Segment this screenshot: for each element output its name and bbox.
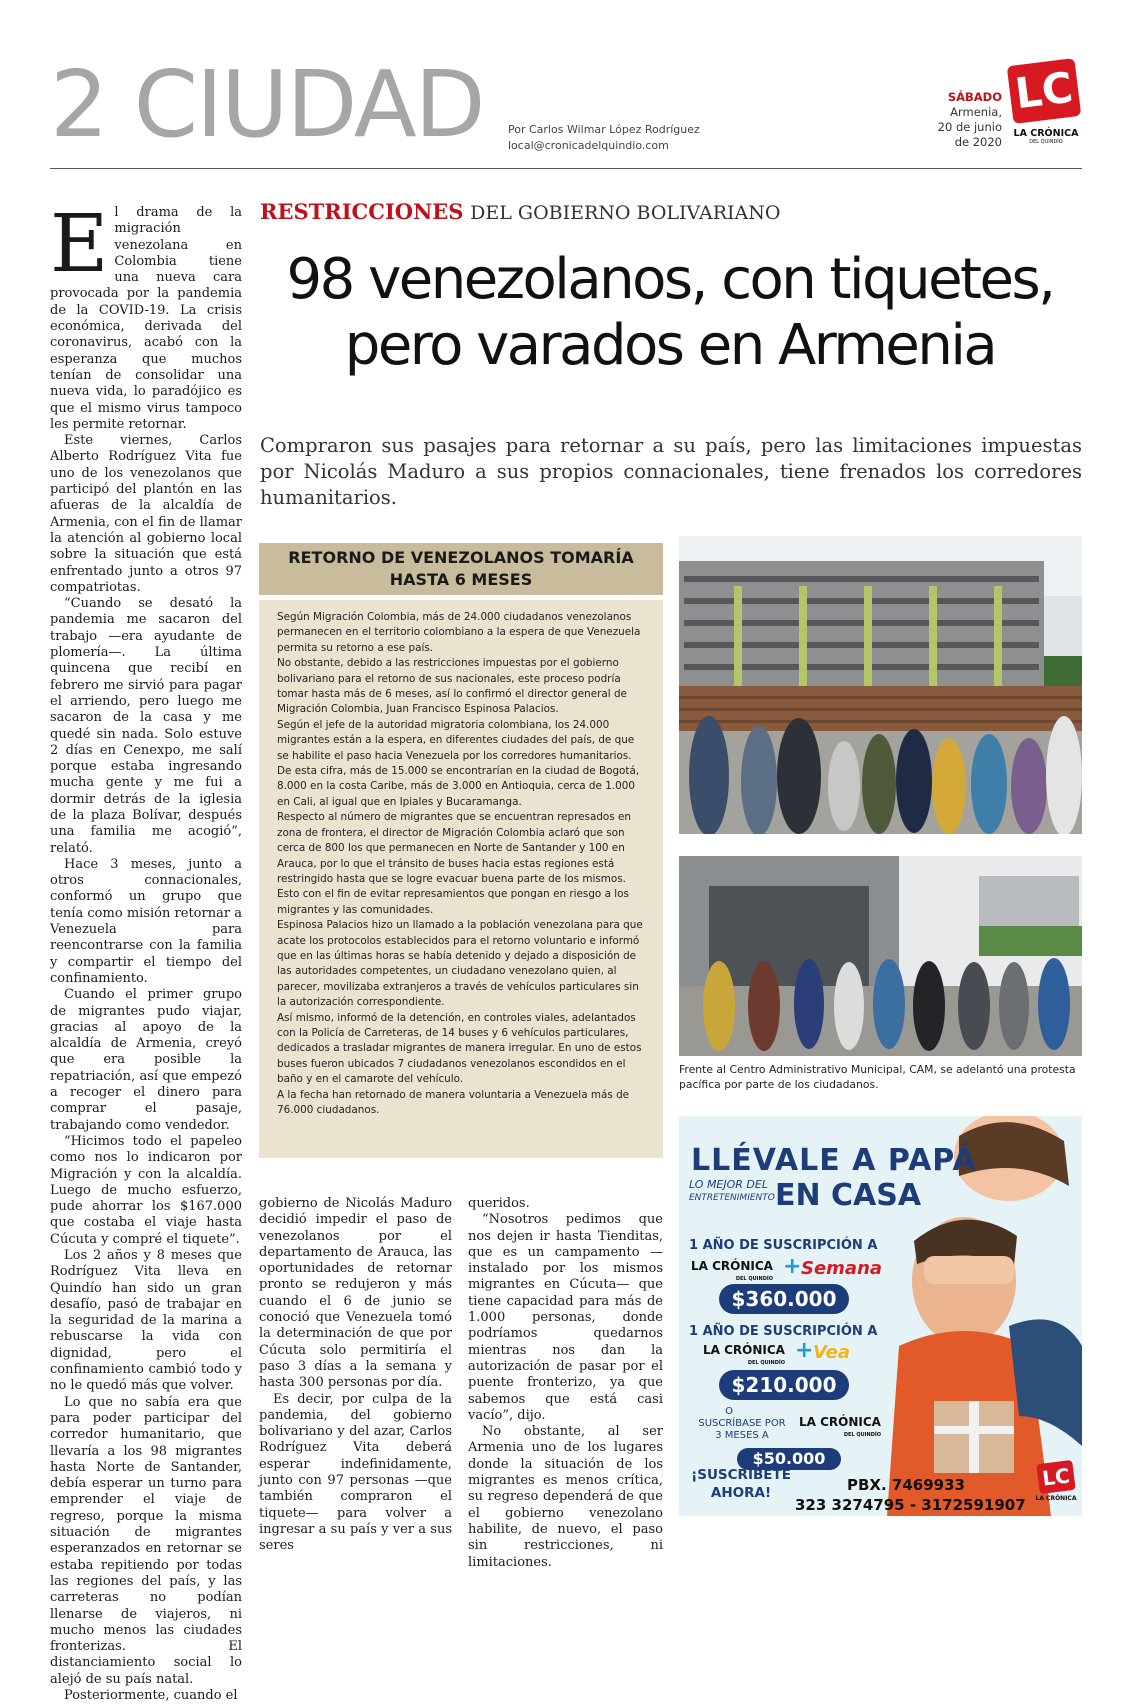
sidebar-title-line1: RETORNO DE VENEZOLANOS TOMARÍA <box>288 548 634 567</box>
ad-brand-2-sub: DEL QUINDÍO <box>747 1360 785 1366</box>
article-deck: Compraron sus pasajes para retornar a su país, pero las limitaciones impuestas por Nicolás Maduro a sus propios connacionales, tiene frenados los corredores humanitarios. <box>260 434 1082 509</box>
ad-brand-2-name: LA CRÓNICA <box>703 1343 785 1357</box>
ad-big-line: EN CASA <box>775 1178 922 1213</box>
ad-small-line-a: LO MEJOR DEL <box>689 1178 768 1191</box>
paragraph: “Nosotros pedimos que nos dejen ir hasta Tienditas, que es un campamento —instalado por los mismos migrantes en Cúcuta— que tiene capacidad para más de 1.000 personas, donde podríamos quedarnos mientras nos dan la autorización de pasar por el puente fronterizo, ya que sabemos que está casi vacío”, dijo. <box>468 1212 663 1423</box>
edition-day: SÁBADO <box>947 90 1002 104</box>
byline <box>508 122 700 154</box>
ad-offer-3-line-a: SUSCRÍBASE POR <box>698 1418 786 1429</box>
ad-subscribe-cta[interactable] <box>691 1466 791 1502</box>
ad-cta-line-a: ¡SUSCRÍBETE <box>691 1467 791 1483</box>
ad-offer-1: 1 AÑO DE SUSCRIPCIÓN A <box>689 1238 878 1253</box>
sidebar-header <box>259 543 663 595</box>
ad-phones[interactable]: 323 3274795 - 3172591907 <box>795 1496 1026 1514</box>
logo-sub: DEL QUINDÍO <box>1029 139 1063 145</box>
edition-city: Armenia, <box>950 105 1002 119</box>
paragraph: Lo que no sabía era que para poder participar del corredor humanitario, que llevaría a los 98 migrantes hasta Norte de Santander, debía esperar un turno para emprender el viaje de regreso, porque la misma situación de migrantes esperanzados en retornar se estaba repitiendo por todas las regiones del país, y las carreteras no podían llenarse de viajeros, ni mucho menos las ciudades fronterizas. El distanciamiento social lo alejó de su país natal. <box>50 1394 242 1687</box>
photo-protest-crowd[interactable] <box>679 856 1082 1056</box>
paragraph: “Cuando se desató la pandemia me sacaron del trabajo —era ayudante de plomería—. La última quincena que recibí en febrero me sirvió para pagar el arriendo, pero luego me sacaron de la casa y me quedé sin nada. Solo estuve 2 días en Cenexpo, me salí porque estaba ingresando mucha gente y me fui a dormir detrás de la iglesia de la plaza Bolívar, después una familia me acogió”, relató. <box>50 596 242 856</box>
ad-logo-name: LA CRÓNICA <box>1035 1495 1077 1502</box>
ad-price-2[interactable]: $210.000 <box>719 1370 849 1400</box>
ad-price-1[interactable]: $360.000 <box>719 1284 849 1314</box>
article-kicker <box>260 197 780 228</box>
sidebar-paragraph: A la fecha han retornado de manera voluntaria a Venezuela más de 76.000 ciudadanos. <box>277 1088 630 1116</box>
kicker-highlight: RESTRICCIONES <box>260 199 464 224</box>
edition-date-line2: de 2020 <box>954 135 1002 149</box>
ad-price-3[interactable]: $50.000 <box>737 1448 841 1470</box>
article-column-3 <box>468 1196 663 1571</box>
article-column-1 <box>50 197 242 1704</box>
sidebar-box <box>259 600 663 1158</box>
ad-small-line-b: ENTRETENIMIENTO <box>689 1193 775 1203</box>
logo-letters: LC <box>1012 62 1076 119</box>
article-headline: 98 venezolanos, con tiquetes, pero varados en Armenia <box>286 247 1054 378</box>
paragraph: Este viernes, Carlos Alberto Rodríguez Vita fue uno de los venezolanos que participó del plantón en las afueras de la alcaldía de Armenia, con el fin de llamar la atención al gobierno local sobre la situación que está enfrentado junto a otros 97 compatriotas. <box>50 433 242 595</box>
sidebar-paragraph: No obstante, debido a las restricciones impuestas por el gobierno bolivariano para el retorno de sus nacionales, este proceso podría tomar hasta más de 6 meses, así lo confirmó el director general de Migración Colombia, Juan Francisco Espinosa Palacios. <box>277 657 627 716</box>
paragraph: Es decir, por culpa de la pandemia, del gobierno bolivariano y del azar, Carlos Rodríguez Vita deberá esperar indefinidamente, junto con 97 personas —que también compraron el tiquete— para volver a ingresar a su país y ver a sus seres <box>259 1391 452 1554</box>
sidebar-paragraph: Según el jefe de la autoridad migratoria colombiana, los 24.000 migrantes están a la espera, en diferentes ciudades del país, de que se habilite el paso hacia Venezuela por los corredores humanitarios. <box>277 718 635 762</box>
paragraph: Posteriormente, cuando el <box>64 1688 238 1704</box>
photo-cam-building[interactable] <box>679 536 1082 834</box>
article-column-2 <box>259 1196 452 1555</box>
ad-plus-2: + <box>795 1338 814 1363</box>
byline-author: Por Carlos Wilmar López Rodríguez <box>508 123 700 136</box>
edition-date <box>930 90 1002 150</box>
photo-caption: Frente al Centro Administrativo Municipal, CAM, se adelantó una protesta pacífica por parte de los ciudadanos. <box>679 1063 1076 1091</box>
paragraph: queridos. <box>468 1196 530 1211</box>
ad-plus-1: + <box>783 1254 802 1279</box>
ad-logo-letters: LC <box>1040 1463 1072 1491</box>
ad-offer-3-line-b: 3 MESES A <box>715 1430 769 1441</box>
paragraph: Los 2 años y 8 meses que Rodríguez Vita lleva en Quindío han sido un gran desafío, pasó de trabajar en la seguridad de la marina a rebuscarse la vida con dignidad, pero el confinamiento cambió todo y no le quedó más que volver. <box>50 1248 242 1394</box>
ad-title: LLÉVALE A PAPÁ <box>691 1143 977 1178</box>
ad-logo <box>1035 1462 1077 1508</box>
photo-cam-building-image <box>679 536 1082 834</box>
sidebar-paragraph: Respecto al número de migrantes que se encuentran represados en zona de frontera, el director de Migración Colombia aclaró que son cerca de 800 los que permanecen en Norte de Santander y 100 en Arauca, por lo que el tránsito de buses hacia estas regiones está restringido hasta que se logre evacuar buena parte de los mismos. Esto con el fin de evitar represamientos que pongan en riesgo a los migrantes y las comunidades. <box>277 811 631 916</box>
paragraph: “Hicimos todo el papeleo como nos lo indicaron por Migración y con la alcaldía. Luego de mucho esfuerzo, pude ahorrar los $167.000 que costaba el viaje hasta Cúcuta y compré el tiquete”. <box>50 1133 242 1247</box>
sidebar-paragraph: Según Migración Colombia, más de 24.000 ciudadanos venezolanos permanecen en el territorio colombiano a la espera de que Venezuela permita su retorno a ese país. <box>277 611 641 654</box>
subscription-ad[interactable] <box>679 1116 1082 1516</box>
ad-brand-3-sub: DEL QUINDÍO <box>843 1432 881 1438</box>
kicker-rest: DEL GOBIERNO BOLIVARIANO <box>470 202 781 224</box>
sidebar-paragraph: De esta cifra, más de 15.000 se encontrarían en la ciudad de Bogotá, 8.000 en la costa Caribe, más de 3.000 en Antioquia, cerca de 1.000 en Cali, al igual que en Ipiales y Bucaramanga. <box>277 765 640 808</box>
ad-brand-3-name: LA CRÓNICA <box>799 1415 881 1429</box>
ad-or: O <box>725 1406 733 1417</box>
ad-pbx[interactable]: PBX. 7469933 <box>847 1476 965 1494</box>
photo-protest-crowd-image <box>679 856 1082 1056</box>
newspaper-logo[interactable] <box>1008 62 1084 152</box>
ad-brand-1-sub: DEL QUINDÍO <box>735 1276 773 1282</box>
drop-cap: E <box>50 197 109 290</box>
ad-offer-3 <box>687 1418 797 1442</box>
edition-date-line1: 20 de junio <box>937 120 1002 134</box>
paragraph: gobierno de Nicolás Maduro decidió impedir el paso de venezolanos por el departamento de Arauca, las oportunidades de retornar pronto se redujeron y más cuando el 6 de junio se conoció que Venezuela tomó la determinación de que por Cúcuta solo permitiría el paso 3 días a la semana y hasta 300 personas por día. <box>259 1196 452 1391</box>
section-title: 2 CIUDAD <box>50 51 484 158</box>
ad-partner-semana: Semana <box>801 1258 883 1279</box>
paragraph: Hace 3 meses, junto a otros connacionales, conformó un grupo que tenía como misión retornar a Venezuela para reencontrarse con la familia y compartir el tiempo del confinamiento. <box>50 856 242 986</box>
logo-name: LA CRÓNICA <box>1013 128 1079 139</box>
header-divider <box>50 168 1082 169</box>
ad-brand-1 <box>691 1260 773 1286</box>
ad-cta-line-b: AHORA! <box>710 1485 772 1501</box>
ad-brand-2 <box>703 1344 785 1370</box>
paragraph: No obstante, al ser Armenia uno de los lugares donde la situación de los migrantes es menos crítica, su regreso dependerá de que el gobierno venezolano habilite, de nuevo, el paso sin restricciones, ni limitaciones. <box>468 1424 663 1570</box>
ad-partner-vea: Vea <box>813 1342 850 1363</box>
sidebar-paragraph: Así mismo, informó de la detención, en controles viales, adelantados con la Policía de Carreteras, de 14 buses y 6 vehículos particulares, dedicados a trasladar migrantes de manera irregular. En uno de estos buses fueron ubicados 7 ciudadanos venezolanos escondidos en el baño y en el camarote del vehículo. <box>277 1011 642 1086</box>
ad-brand-1-name: LA CRÓNICA <box>691 1259 773 1273</box>
lead-paragraph <box>50 197 242 433</box>
byline-email[interactable]: local@cronicadelquindio.com <box>508 139 669 152</box>
sidebar-paragraph: Espinosa Palacios hizo un llamado a la población venezolana para que acate los protocolos establecidos para el retorno voluntario e informó que en las últimas horas se había detenido y dejado a disposición de las autoridades competentes, un ciudadano venezolano quien, al parecer, movilizaba extranjeros a través de vehículos particulares sin la autorización correspondiente. <box>277 919 643 1009</box>
lead-text: l drama de la migración venezolana en Colombia tiene una nueva cara provocada por la pandemia de la COVID-19. La crisis económica, derivada del coronavirus, acabó con la esperanza que muchos tenían de consolidar una nueva vida, lo paradójico es que el mismo virus tampoco les permite retornar. <box>50 205 242 432</box>
paragraph: Cuando el primer grupo de migrantes pudo viajar, gracias al apoyo de la alcaldía de Armenia, creyó que era posible la repatriación, así que empezó a recoger el dinero para comprar el pasaje, trabajando como vendedor. <box>50 987 242 1133</box>
ad-brand-3 <box>799 1416 881 1442</box>
ad-offer-2: 1 AÑO DE SUSCRIPCIÓN A <box>689 1324 878 1339</box>
sidebar-title-line2: HASTA 6 MESES <box>389 570 533 589</box>
